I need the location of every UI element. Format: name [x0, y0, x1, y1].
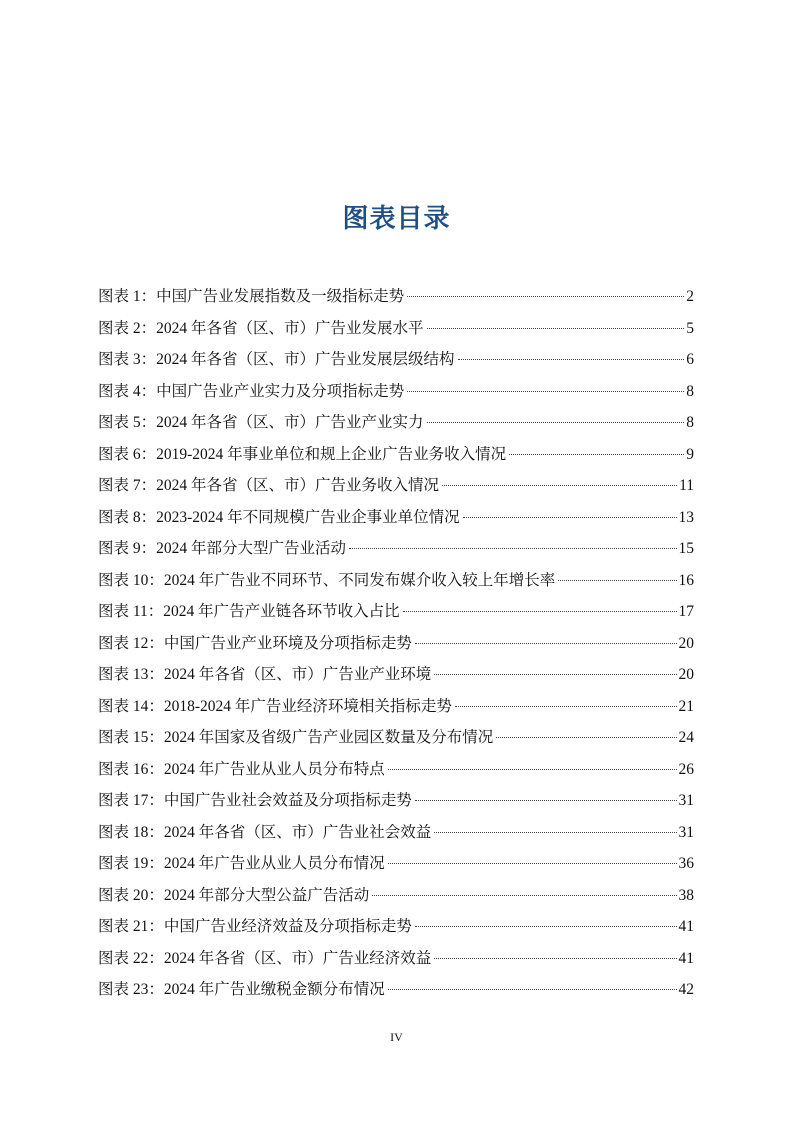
toc-entry-page: 24 [678, 729, 694, 746]
toc-entry-label: 图表 15：2024 年国家及省级广告产业园区数量及分布情况 [98, 729, 494, 746]
dot-leader [403, 611, 677, 612]
toc-entry-page: 31 [678, 792, 694, 809]
toc-entry-label: 图表 19：2024 年广告业从业人员分布情况 [98, 855, 385, 872]
dot-leader [463, 517, 677, 518]
toc-entry[interactable] [98, 317, 694, 349]
toc-entry-label: 图表 12：中国广告业产业环境及分项指标走势 [98, 634, 412, 652]
toc-entry-page: 36 [678, 855, 694, 872]
dot-leader [455, 706, 677, 707]
toc-entry[interactable] [98, 978, 694, 1010]
toc-entry-label: 图表 17：中国广告业社会效益及分项指标走势 [98, 792, 412, 809]
toc-entry-label: 图表 1：中国广告业发展指数及一级指标走势 [98, 288, 405, 305]
toc-entry[interactable] [98, 915, 694, 947]
toc-entry-label: 图表 20：2024 年部分大型公益广告活动 [98, 886, 370, 904]
dot-leader [427, 328, 685, 329]
dot-leader [372, 895, 676, 896]
toc-entry-label: 图表 21：中国广告业经济效益及分项指标走势 [98, 918, 412, 935]
toc-entry-page: 20 [678, 634, 694, 652]
toc-entry-page: 9 [686, 445, 694, 463]
dot-leader [434, 958, 676, 959]
dot-leader [509, 454, 684, 455]
toc-entry-page: 26 [678, 760, 694, 778]
toc-entry[interactable] [98, 348, 694, 380]
dot-leader [434, 832, 676, 833]
toc-entry-page: 16 [678, 571, 694, 589]
toc-entry-page: 41 [678, 949, 694, 967]
toc-entry-page: 42 [678, 981, 694, 998]
toc-entry-label: 图表 23：2024 年广告业缴税金额分布情况 [98, 981, 385, 998]
toc-entry-label: 图表 14：2018-2024 年广告业经济环境相关指标走势 [98, 697, 452, 715]
dot-leader [496, 737, 676, 738]
toc-entry[interactable] [98, 884, 694, 916]
dot-leader [415, 800, 677, 801]
dot-leader [388, 769, 677, 770]
toc-entry-page: 5 [686, 319, 694, 337]
dot-leader [388, 863, 677, 864]
toc-entry-label: 图表 10：2024 年广告业不同环节、不同发布媒介收入较上年增长率 [98, 571, 556, 589]
toc-entry-page: 13 [678, 508, 694, 526]
toc-entry[interactable] [98, 600, 694, 632]
dot-leader [388, 989, 677, 990]
toc-entry[interactable] [98, 663, 694, 695]
toc-entry-label: 图表 18：2024 年各省（区、市）广告业社会效益 [98, 823, 432, 841]
toc-entry[interactable] [98, 947, 694, 979]
toc-entry[interactable] [98, 632, 694, 664]
toc-entry-label: 图表 2：2024 年各省（区、市）广告业发展水平 [98, 319, 424, 337]
toc-entry[interactable] [98, 285, 694, 317]
toc-entry-label: 图表 22：2024 年各省（区、市）广告业经济效益 [98, 949, 432, 967]
toc-entry-label: 图表 6：2019-2024 年事业单位和规上企业广告业务收入情况 [98, 445, 507, 463]
toc-entry-label: 图表 3：2024 年各省（区、市）广告业发展层级结构 [98, 351, 455, 368]
toc-entry-page: 17 [678, 603, 694, 620]
dot-leader [558, 580, 676, 581]
toc-entry-label: 图表 7：2024 年各省（区、市）广告业务收入情况 [98, 477, 440, 494]
toc-entry-label: 图表 8：2023-2024 年不同规模广告业企事业单位情况 [98, 508, 460, 526]
dot-leader [434, 674, 676, 675]
dot-leader [427, 422, 685, 423]
toc-entry-page: 20 [678, 666, 694, 683]
toc-entry-page: 38 [678, 886, 694, 904]
toc-entry-page: 8 [686, 414, 694, 431]
toc-entry[interactable] [98, 474, 694, 506]
dot-leader [415, 926, 677, 927]
toc-entry[interactable] [98, 726, 694, 758]
toc-entry[interactable] [98, 695, 694, 727]
toc-entry-label: 图表 13：2024 年各省（区、市）广告业产业环境 [98, 666, 432, 683]
toc-entry-page: 15 [678, 540, 694, 557]
dot-leader [415, 643, 677, 644]
figure-list [98, 285, 694, 1010]
toc-entry[interactable] [98, 852, 694, 884]
toc-entry-label: 图表 9：2024 年部分大型广告业活动 [98, 540, 347, 557]
toc-entry[interactable] [98, 821, 694, 853]
toc-entry-page: 31 [678, 823, 694, 841]
toc-entry[interactable] [98, 506, 694, 538]
dot-leader [458, 359, 685, 360]
toc-entry-label: 图表 5：2024 年各省（区、市）广告业产业实力 [98, 414, 424, 431]
dot-leader [349, 548, 676, 549]
page-title: 图表目录 [342, 203, 451, 233]
toc-entry[interactable] [98, 569, 694, 601]
dot-leader [407, 391, 684, 392]
dot-leader [442, 485, 677, 486]
page-number: IV [390, 1030, 403, 1044]
toc-entry[interactable] [98, 443, 694, 475]
toc-entry-page: 6 [686, 351, 694, 368]
toc-entry[interactable] [98, 411, 694, 443]
toc-entry[interactable] [98, 380, 694, 412]
toc-entry-page: 41 [678, 918, 694, 935]
toc-entry-label: 图表 4：中国广告业产业实力及分项指标走势 [98, 382, 405, 400]
toc-entry-label: 图表 16：2024 年广告业从业人员分布特点 [98, 760, 385, 778]
toc-entry-page: 21 [678, 697, 694, 715]
toc-entry-page: 2 [686, 288, 694, 305]
toc-entry-page: 8 [686, 382, 694, 400]
toc-entry[interactable] [98, 789, 694, 821]
toc-entry-label: 图表 11：2024 年广告产业链各环节收入占比 [98, 603, 400, 620]
dot-leader [407, 296, 684, 297]
toc-entry[interactable] [98, 537, 694, 569]
toc-entry-page: 11 [679, 477, 694, 494]
toc-entry[interactable] [98, 758, 694, 790]
